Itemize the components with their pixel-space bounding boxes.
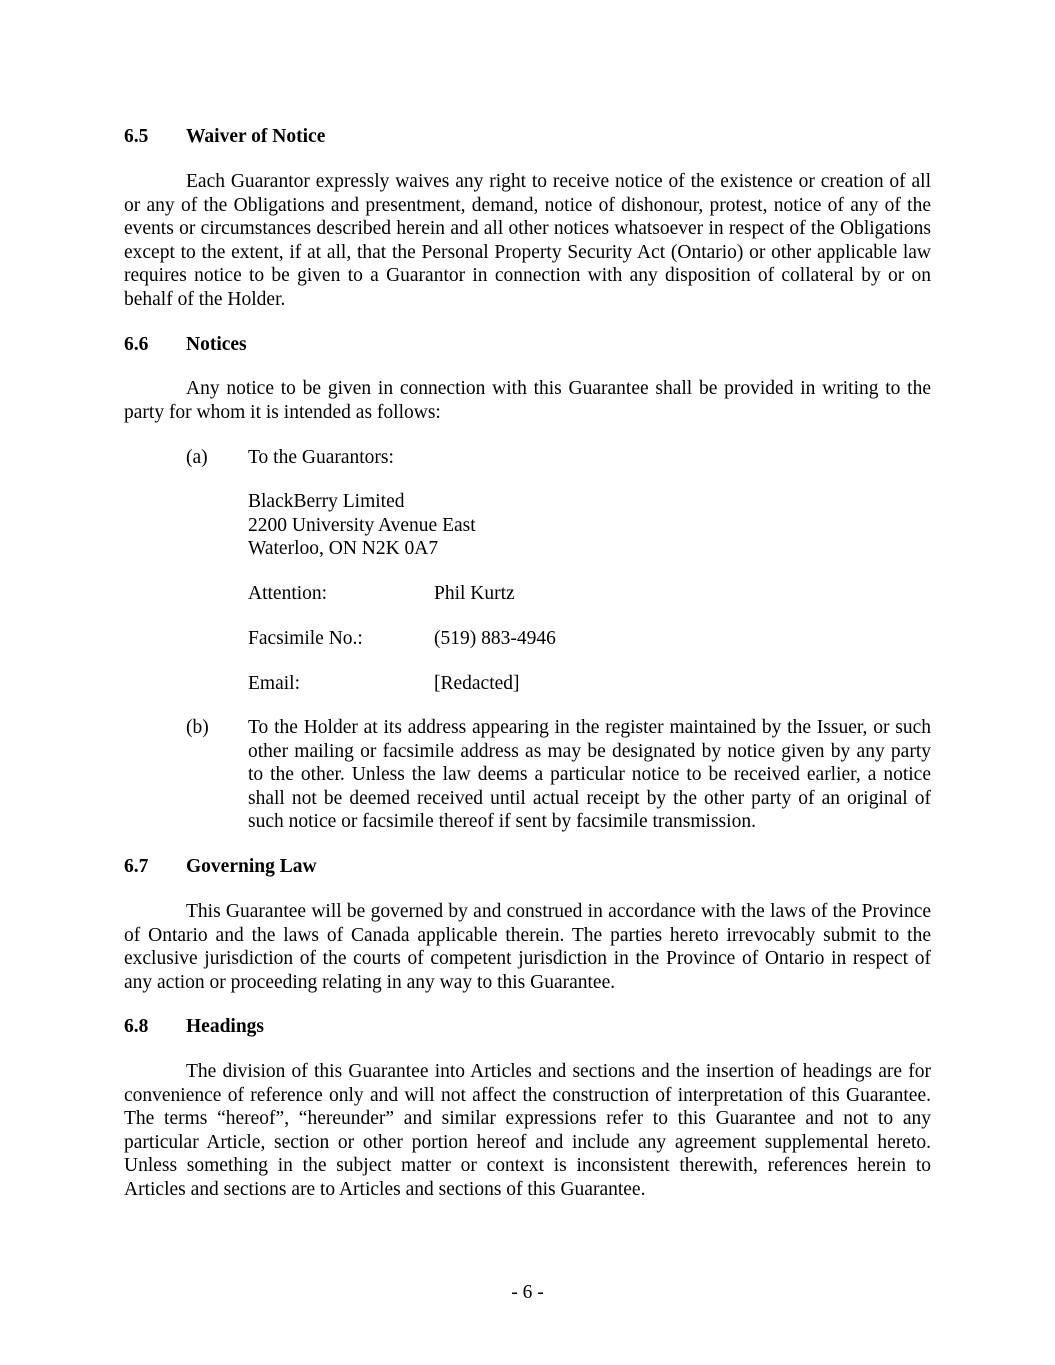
section-number: 6.6 bbox=[124, 334, 149, 355]
section-body-6-5: Each Guarantor expressly waives any right to receive notice of the existence or creation of all or any of the Obligations and presentment, demand, notice of dishonour, protest, notice of any of the events or circumstances described herein and all other notices whatsoever in respect of the Obligations except to the extent, if at all, that the Personal Property Security Act (Ontario) or other applicable law requires notice to be given to a Guarantor in connection with any disposition of collateral by or on behalf of the Holder. bbox=[124, 171, 931, 310]
page-number: - 6 - bbox=[511, 1282, 544, 1303]
section-number: 6.5 bbox=[124, 126, 149, 147]
list-item-label-a: (a) bbox=[186, 447, 208, 468]
section-number: 6.7 bbox=[124, 856, 149, 877]
fax-label: Facsimile No.: bbox=[248, 628, 363, 649]
list-item-label-b: (b) bbox=[186, 717, 209, 738]
address-line: BlackBerry Limited bbox=[248, 491, 405, 512]
list-item-text-b: To the Holder at its address appearing in the register maintained by the Issuer, or such other mailing or facsimile address as may be designated by notice given by any party to the other. Unless the law deems a particular notice to be received earlier, a notice shall not be deemed received until actual receipt by the other party of an original of such notice or facsimile thereof if sent by facsimile transmission. bbox=[248, 717, 931, 833]
section-heading-6-5 bbox=[124, 125, 325, 149]
section-title: Notices bbox=[186, 334, 247, 355]
fax-value: (519) 883-4946 bbox=[434, 628, 556, 649]
section-title: Waiver of Notice bbox=[186, 126, 326, 147]
attention-value: Phil Kurtz bbox=[434, 583, 515, 604]
section-title: Headings bbox=[186, 1016, 265, 1037]
list-item-text-a: To the Guarantors: bbox=[248, 447, 394, 468]
section-body-6-6: Any notice to be given in connection with this Guarantee shall be provided in writing to the party for whom it is intended as follows: bbox=[124, 378, 931, 423]
address-line: 2200 University Avenue East bbox=[248, 514, 476, 536]
section-number: 6.8 bbox=[124, 1016, 149, 1037]
email-value: [Redacted] bbox=[434, 673, 520, 694]
section-heading-6-6 bbox=[124, 333, 247, 357]
address-line: Waterloo, ON N2K 0A7 bbox=[248, 538, 439, 560]
section-heading-6-7 bbox=[124, 855, 317, 879]
email-label: Email: bbox=[248, 673, 300, 694]
section-heading-6-8 bbox=[124, 1015, 264, 1039]
guarantor-address bbox=[248, 490, 476, 561]
section-title: Governing Law bbox=[186, 856, 317, 877]
section-body-6-7: This Guarantee will be governed by and construed in accordance with the laws of the Province of Ontario and the laws of Canada applicable therein. The parties hereto irrevocably submit to the exclusive jurisdiction of the courts of competent jurisdiction in the Province of Ontario in respect of any action or proceeding relating in any way to this Guarantee. bbox=[124, 901, 931, 993]
section-body-6-8: The division of this Guarantee into Articles and sections and the insertion of headings are for convenience of reference only and will not affect the construction of interpretation of this Guarantee. The terms “hereof”, “hereunder” and similar expressions refer to this Guarantee and not to any particular Article, section or other portion hereof and include any agreement supplemental hereto. Unless something in the subject matter or context is inconsistent therewith, references herein to Articles and sections are to Articles and sections of this Guarantee. bbox=[124, 1061, 931, 1200]
attention-label: Attention: bbox=[248, 583, 328, 604]
